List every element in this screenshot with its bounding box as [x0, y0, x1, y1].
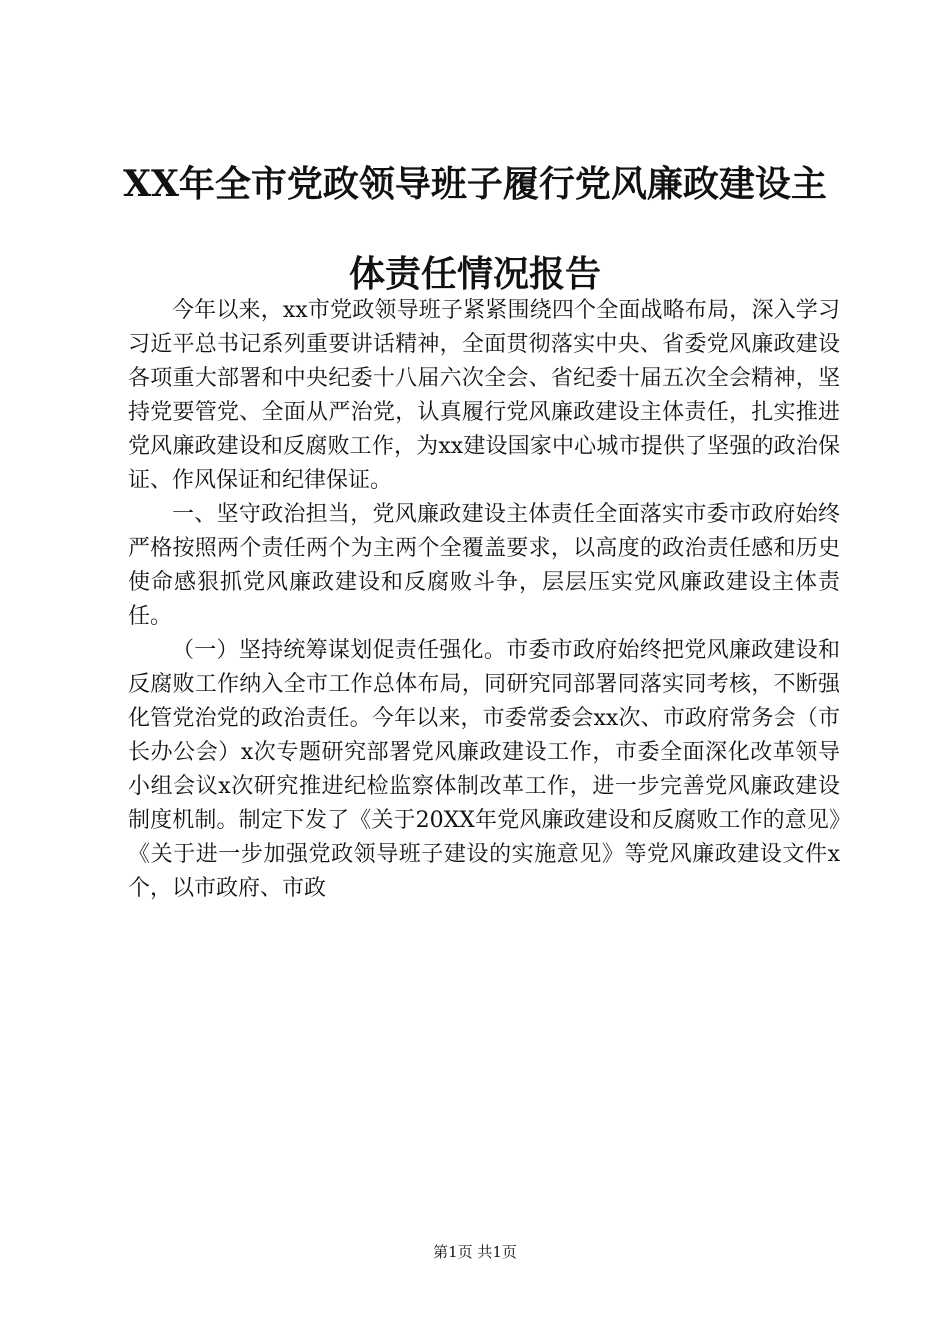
paragraph-intro: 今年以来，xx市党政领导班子紧紧围绕四个全面战略布局，深入学习习近平总书记系列重要讲话精神，全面贯彻落实中央、省委党风廉政建设各项重大部署和中央纪委十八届六次全会、省纪委十届五次全会精神，坚持党要管党、全面从严治党，认真履行党风廉政建设主体责任，扎实推进党风廉政建设和反腐败工作，为xx建设国家中心城市提供了坚强的政治保证、作风保证和纪律保证。	[128, 298, 840, 493]
paragraph-subsection-1: （一）坚持统筹谋划促责任强化。市委市政府始终把党风廉政建设和反腐败工作纳入全市工作总体布局，同研究同部署同落实同考核，不断强化管党治党的政治责任。今年以来，市委常委会xx次、市政府常务会（市长办公会）x次专题研究部署党风廉政建设工作，市委全面深化改革领导小组会议x次研究推进纪检监察体制改革工作，进一步完善党风廉政建设制度机制。制定下发了《关于20XX年党风廉政建设和反腐败工作的意见》《关于进一步加强党政领导班子建设的实施意见》等党风廉政建设文件x个，以市政府、市政	[128, 638, 840, 901]
document-title	[110, 163, 840, 295]
document-body	[128, 294, 840, 906]
document-title-line-1: XX年全市党政领导班子履行党风廉政建设主	[123, 163, 827, 205]
paragraph-section-1: 一、坚守政治担当，党风廉政建设主体责任全面落实市委市政府始终严格按照两个责任两个为主两个全覆盖要求，以高度的政治责任感和历史使命感狠抓党风廉政建设和反腐败斗争，层层压实党风廉政建设主体责任。	[128, 502, 840, 629]
page-footer: 第1页 共1页	[433, 1243, 517, 1261]
document-title-line-2: 体责任情况报告	[348, 253, 601, 295]
